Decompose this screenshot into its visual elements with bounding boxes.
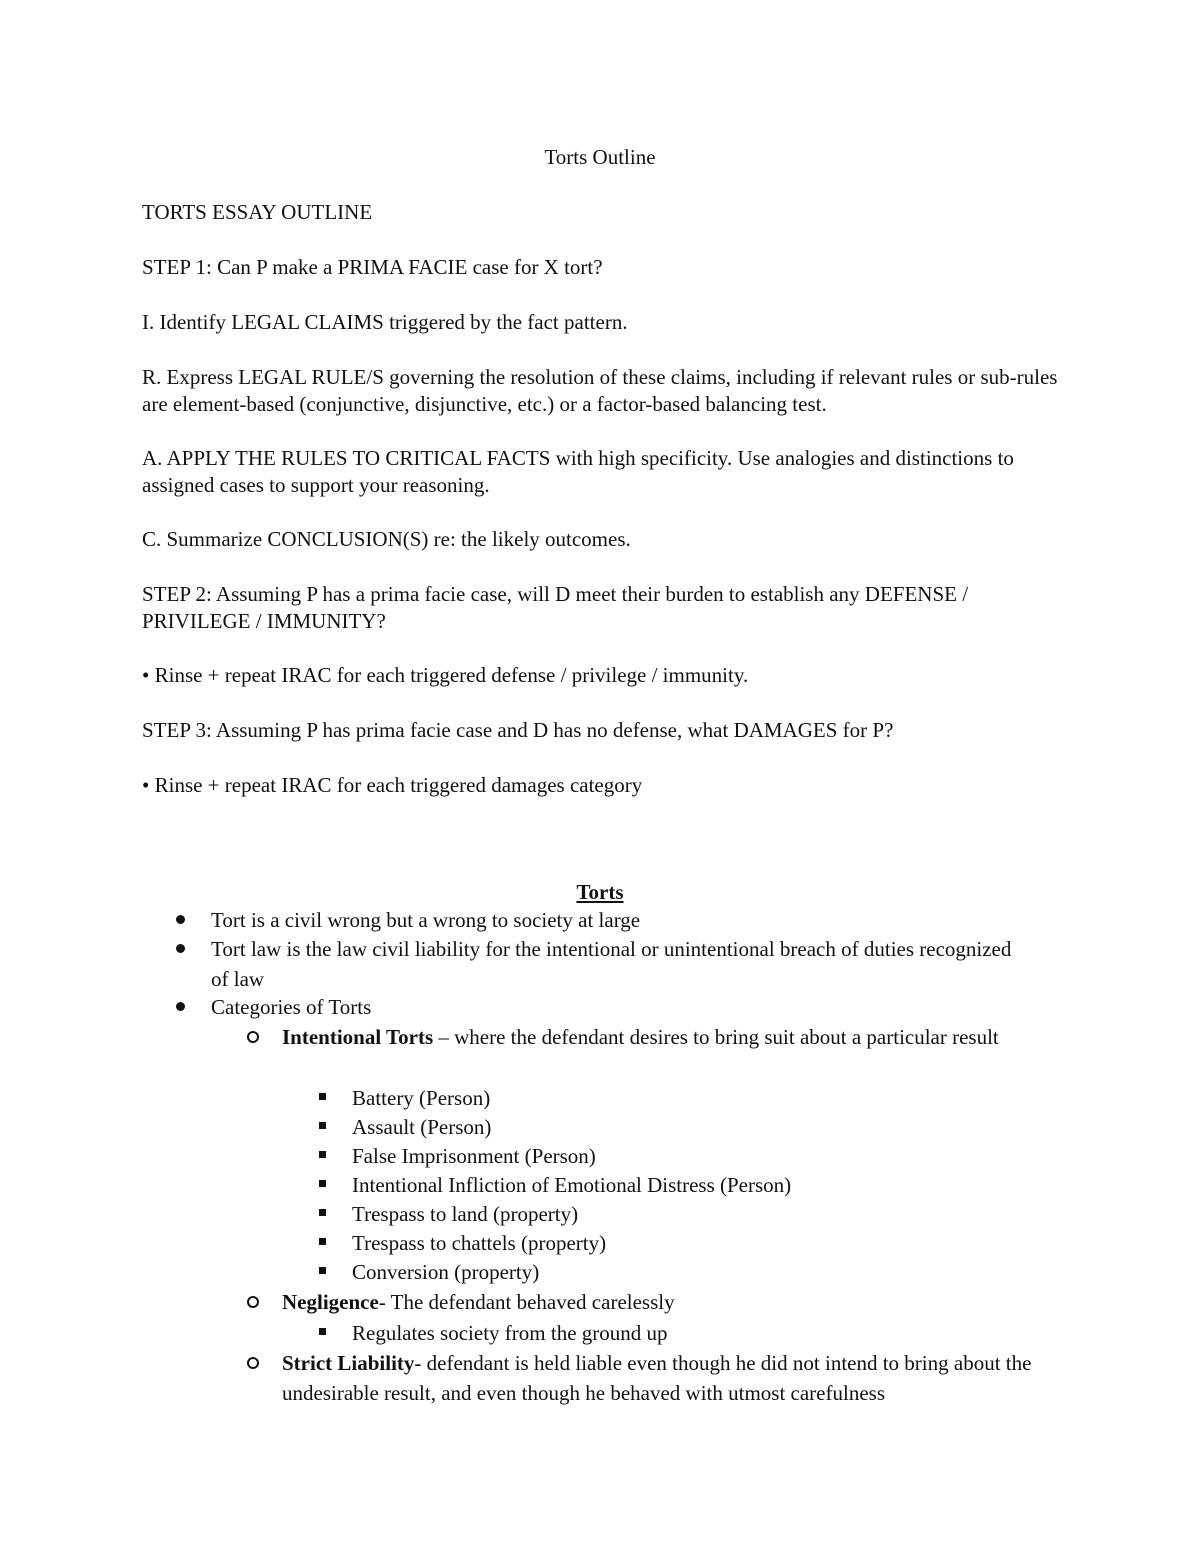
category-strict-liability: [282, 1348, 1062, 1408]
square-bullet-icon: [319, 1151, 326, 1158]
square-bullet-icon: [319, 1238, 326, 1245]
disc-bullet-icon: [176, 915, 185, 924]
category-term: Strict Liability: [282, 1351, 415, 1375]
category-description: – where the defendant desires to bring suit about a particular result: [433, 1025, 999, 1049]
essay-outline-heading: TORTS ESSAY OUTLINE: [142, 200, 373, 224]
list-item: Trespass to chattels (property): [352, 1231, 607, 1255]
square-bullet-icon: [319, 1328, 326, 1335]
square-bullet-icon: [319, 1267, 326, 1274]
square-bullet-icon: [319, 1122, 326, 1129]
irac-conclusion: C. Summarize CONCLUSION(S) re: the likely outcomes.: [142, 527, 631, 551]
irac-rule: R. Express LEGAL RULE/S governing the resolution of these claims, including if relevant rules or sub-rules are element-based (conjunctive, disjunctive, etc.) or a factor-based balancing test.: [142, 365, 1058, 416]
category-term: Negligence: [282, 1290, 379, 1314]
category-description: - The defendant behaved carelessly: [378, 1290, 675, 1314]
list-item: Battery (Person): [352, 1086, 491, 1110]
list-item: Intentional Infliction of Emotional Distress (Person): [352, 1173, 792, 1197]
step-3: STEP 3: Assuming P has prima facie case and D has no defense, what DAMAGES for P?: [142, 718, 894, 742]
square-bullet-icon: [319, 1209, 326, 1216]
list-item: Trespass to land (property): [352, 1202, 579, 1226]
circle-bullet-icon: [247, 1357, 259, 1369]
list-item: Conversion (property): [352, 1260, 540, 1284]
category-intentional-torts: [282, 1022, 1042, 1052]
list-item: Tort law is the law civil liability for the intentional or unintentional breach of duties recognized of law: [211, 937, 1012, 991]
list-item: Assault (Person): [352, 1115, 492, 1139]
step-1: STEP 1: Can P make a PRIMA FACIE case for X tort?: [142, 255, 603, 279]
step-2-bullet: • Rinse + repeat IRAC for each triggered defense / privilege / immunity.: [142, 663, 749, 687]
category-description: - defendant is held liable even though he did not intend to bring about the undesirable result, and even though he behaved with utmost carefulness: [282, 1351, 1032, 1405]
disc-bullet-icon: [176, 1002, 185, 1011]
list-item: False Imprisonment (Person): [352, 1144, 596, 1168]
square-bullet-icon: [319, 1180, 326, 1187]
disc-bullet-icon: [176, 944, 185, 953]
list-item: Regulates society from the ground up: [352, 1321, 668, 1345]
torts-heading: Torts: [576, 880, 624, 904]
step-2: STEP 2: Assuming P has a prima facie case, will D meet their burden to establish any DEFENSE / PRIVILEGE / IMMUNITY?: [142, 582, 969, 633]
category-term: Intentional Torts: [282, 1025, 434, 1049]
category-negligence: [282, 1287, 1042, 1317]
circle-bullet-icon: [247, 1296, 259, 1308]
document-title: Torts Outline: [544, 145, 656, 169]
irac-apply: A. APPLY THE RULES TO CRITICAL FACTS with high specificity. Use analogies and distinctions to assigned cases to support your reasoning.: [142, 446, 1014, 497]
square-bullet-icon: [319, 1093, 326, 1100]
list-item: Categories of Torts: [211, 995, 372, 1019]
circle-bullet-icon: [247, 1031, 259, 1043]
list-item: Tort is a civil wrong but a wrong to society at large: [211, 908, 641, 932]
step-3-bullet: • Rinse + repeat IRAC for each triggered damages category: [142, 773, 643, 797]
irac-issue: I. Identify LEGAL CLAIMS triggered by the fact pattern.: [142, 310, 628, 334]
